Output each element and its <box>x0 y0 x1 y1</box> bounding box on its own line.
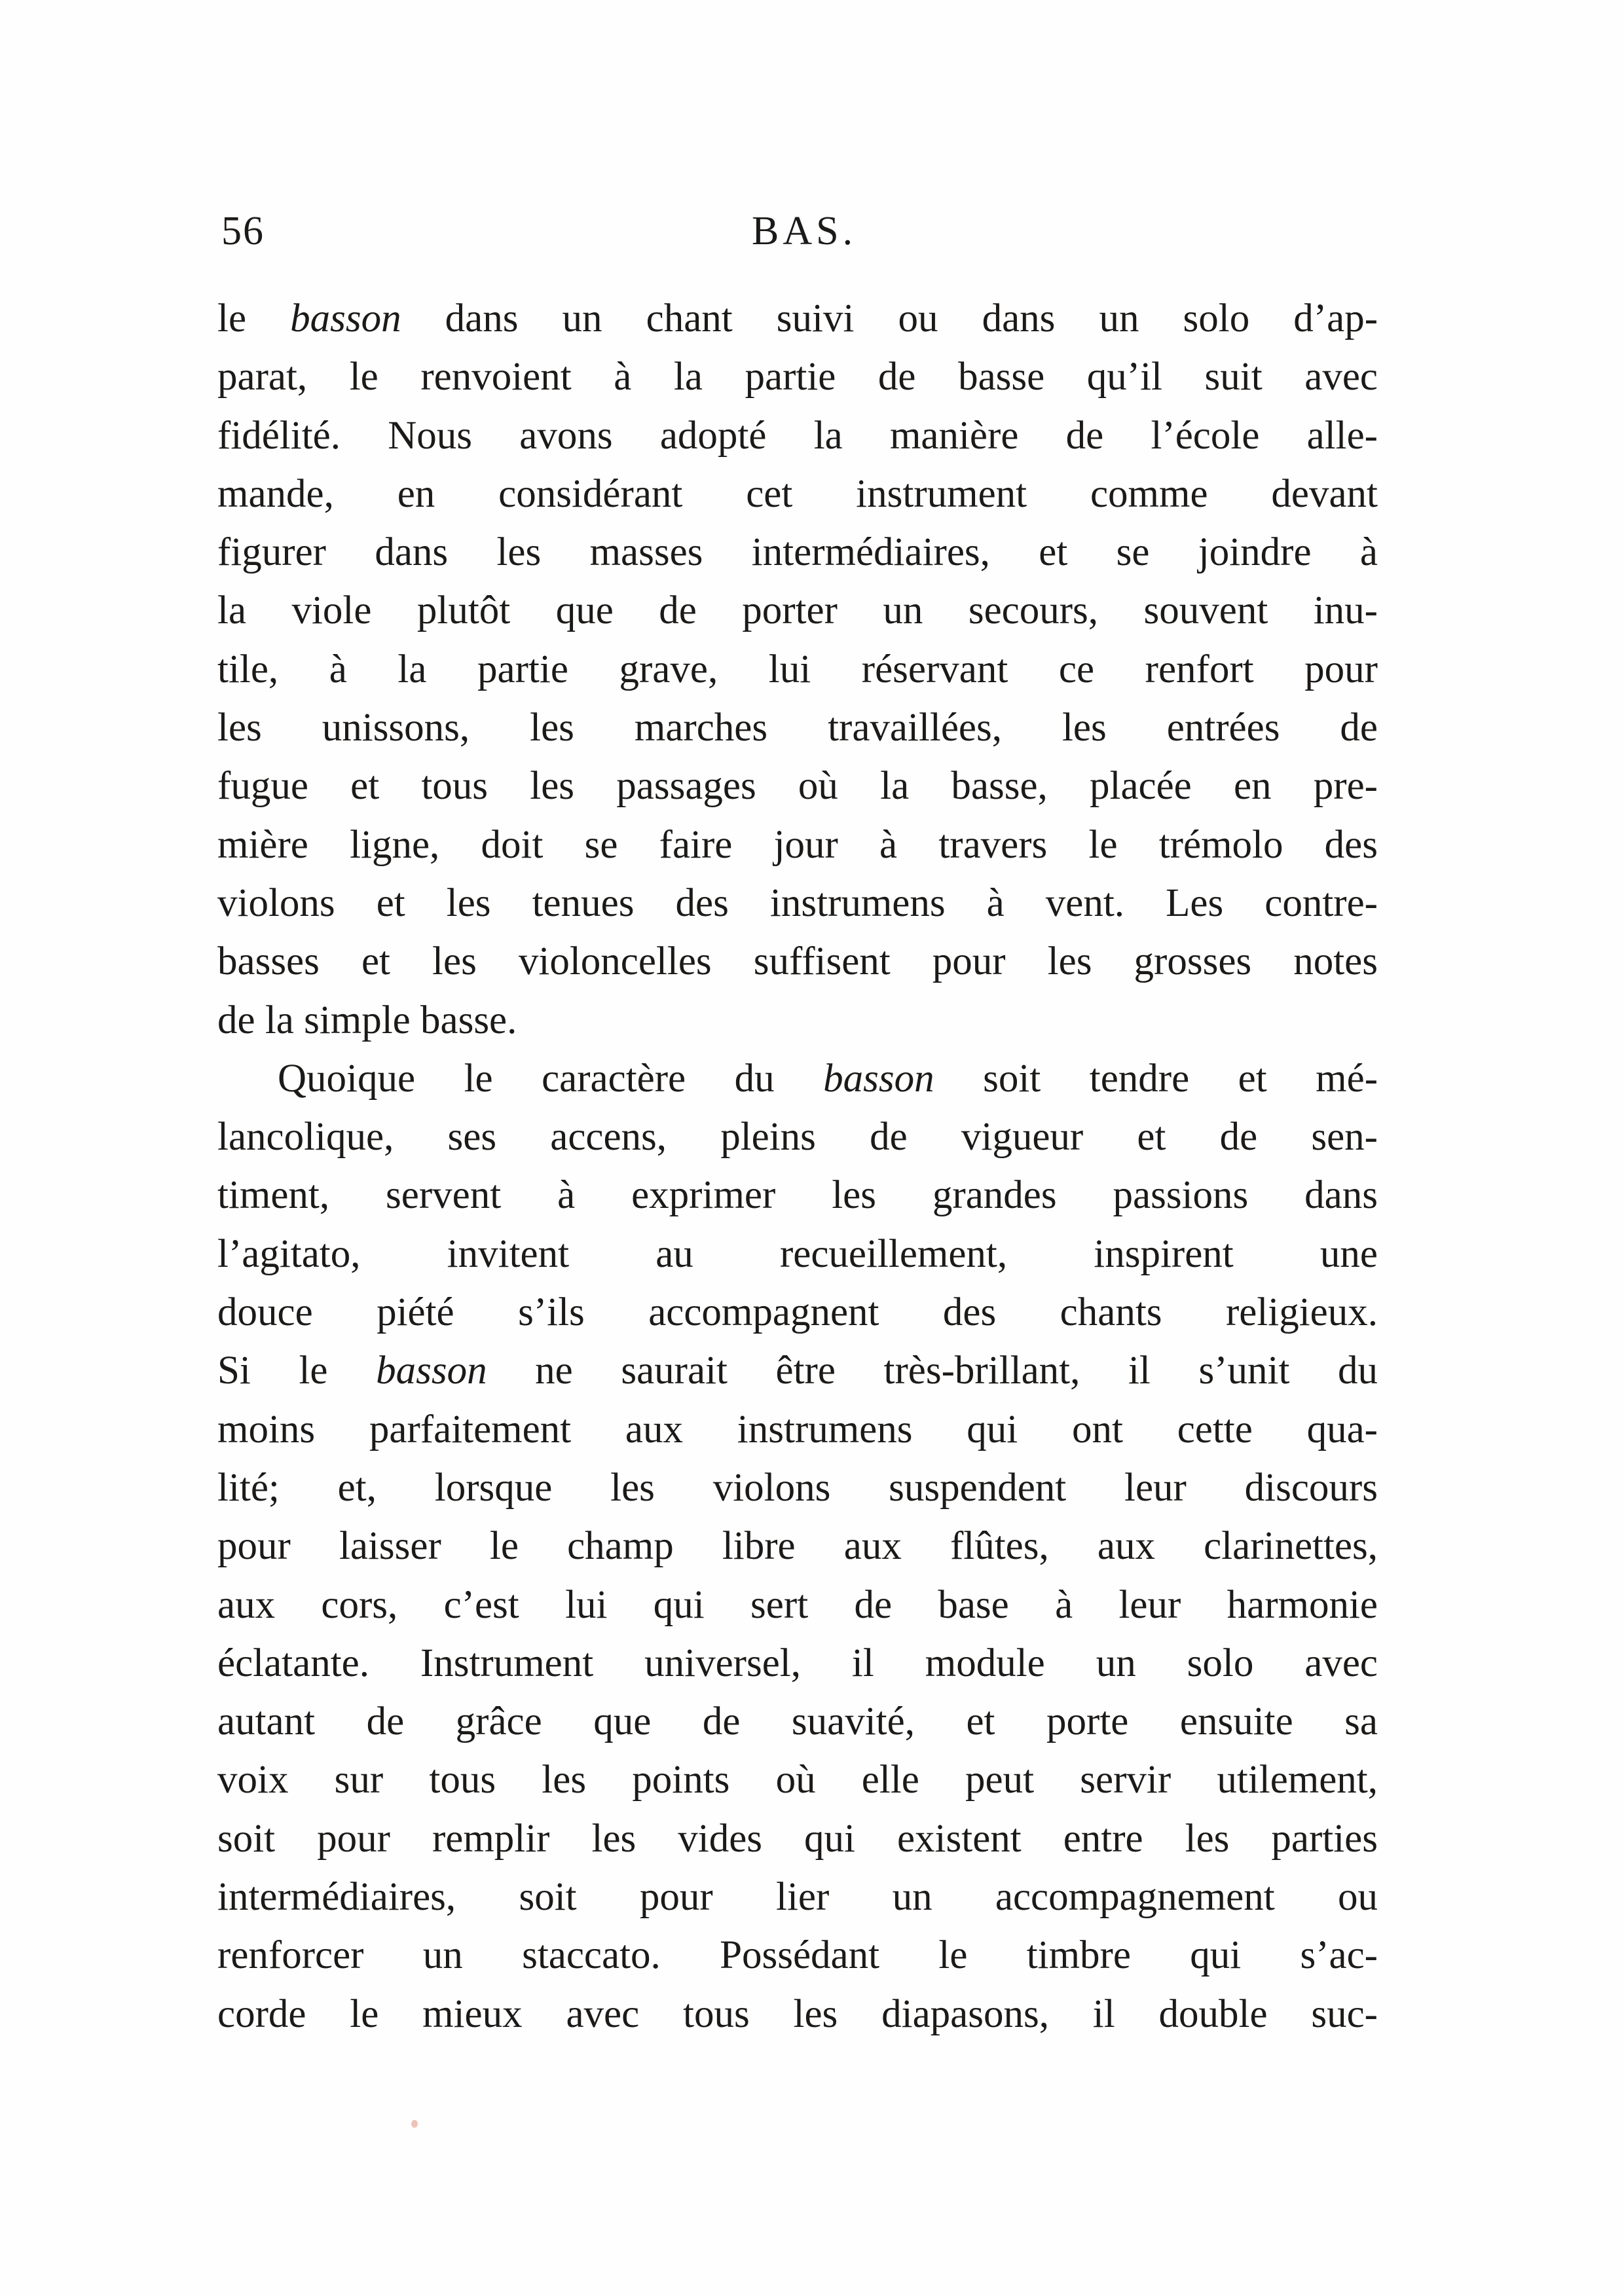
page-header <box>221 208 1374 267</box>
text-line: lancolique, ses accens, pleins de vigueur et de sen- <box>217 1115 1378 1159</box>
text-line: violons et les tenues des instrumens à vent. Les contre- <box>217 881 1378 925</box>
text-line: autant de grâce que de suavité, et porte ensuite sa <box>217 1700 1378 1744</box>
text-line: mière ligne, doit se faire jour à travers le trémolo des <box>217 822 1378 867</box>
text-line: Quoique le caractère du basson soit tendre et mé- <box>278 1056 1378 1101</box>
text-line: lité; et, lorsque les violons suspendent leur discours <box>217 1465 1378 1510</box>
text-line: Si le basson ne saurait être très-brillant, il s’unit du <box>217 1349 1378 1393</box>
body-text <box>217 289 1378 2043</box>
text-line: pour laisser le champ libre aux flûtes, aux clarinettes, <box>217 1524 1378 1569</box>
text-line: soit pour remplir les vides qui existent entre les parties <box>217 1816 1378 1861</box>
text-line: fidélité. Nous avons adopté la manière de l’école alle- <box>217 413 1378 458</box>
text-line: corde le mieux avec tous les diapasons, il double suc- <box>217 1992 1378 2036</box>
running-head: BAS. <box>752 209 857 253</box>
text-line: tile, à la partie grave, lui réservant ce renfort pour <box>217 647 1378 691</box>
text-line: aux cors, c’est lui qui sert de base à leur harmonie <box>217 1582 1378 1627</box>
text-line: douce piété s’ils accompagnent des chants religieux. <box>217 1290 1378 1335</box>
paper-stain <box>411 2120 418 2128</box>
text-line: figurer dans les masses intermédiaires, et se joindre à <box>217 530 1378 575</box>
text-line: timent, servent à exprimer les grandes passions dans <box>217 1173 1378 1218</box>
text-line: basses et les violoncelles suffisent pour les grosses notes <box>217 939 1378 984</box>
text-line: le basson dans un chant suivi ou dans un solo d’ap- <box>217 297 1378 340</box>
text-line: la viole plutôt que de porter un secours, souvent inu- <box>217 589 1378 633</box>
text-line: parat, le renvoient à la partie de basse qu’il suit avec <box>217 355 1378 399</box>
text-line: moins parfaitement aux instrumens qui ont cette qua- <box>217 1407 1378 1451</box>
page-number: 56 <box>221 209 265 253</box>
text-line: l’agitato, invitent au recueillement, inspirent une <box>217 1231 1378 1276</box>
text-line: les unissons, les marches travaillées, les entrées de <box>217 706 1378 750</box>
text-line: mande, en considérant cet instrument comme devant <box>217 471 1378 516</box>
text-line: fugue et tous les passages où la basse, placée en pre- <box>217 764 1378 809</box>
text-line: intermédiaires, soit pour lier un accompagnement ou <box>217 1875 1378 1920</box>
text-line: voix sur tous les points où elle peut servir utilement, <box>217 1758 1378 1802</box>
text-line: renforcer un staccato. Possédant le timbre qui s’ac- <box>217 1933 1378 1978</box>
text-line: éclatante. Instrument universel, il module un solo avec <box>217 1641 1378 1685</box>
text-line: de la simple basse. <box>217 998 517 1042</box>
